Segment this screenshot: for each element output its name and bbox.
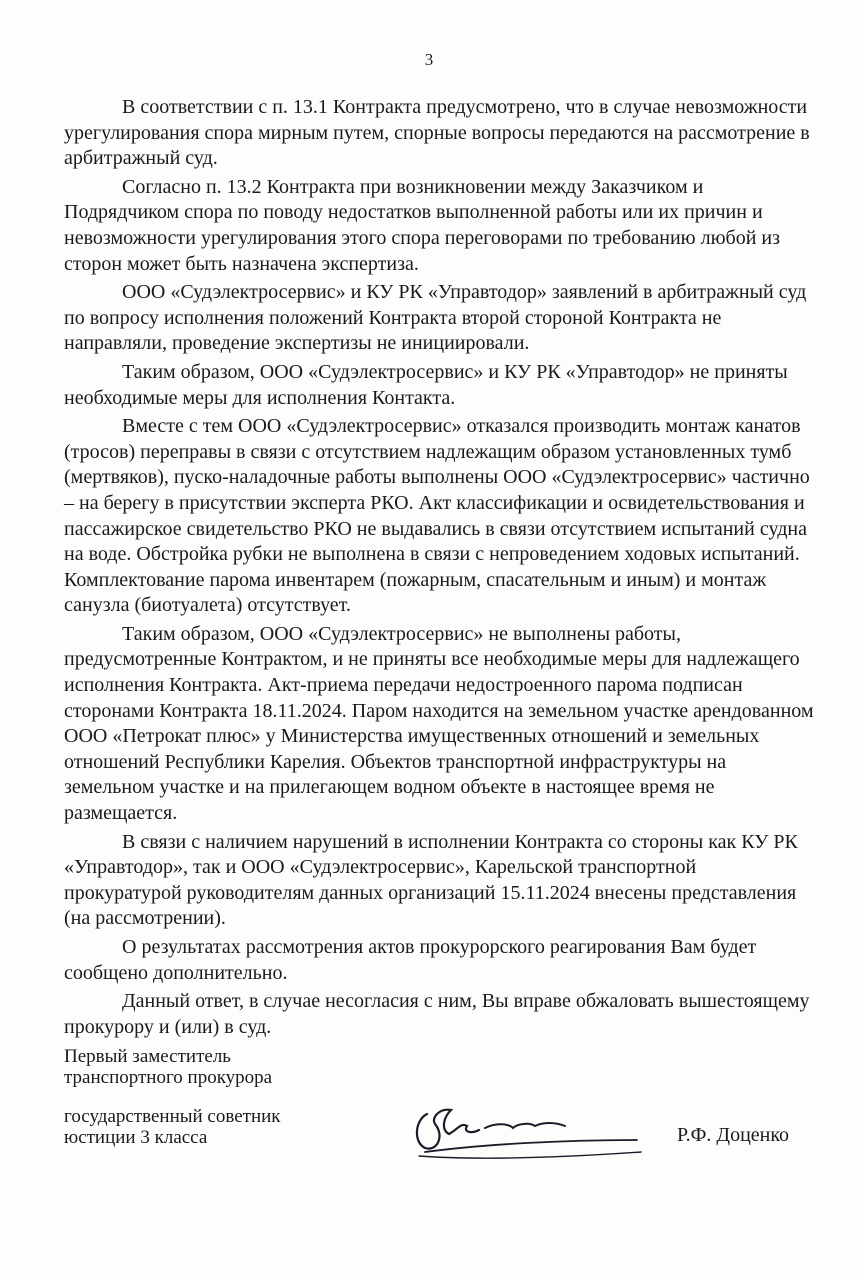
paragraph: Таким образом, ООО «Судэлектросервис» и КУ РК «Управтодор» не приняты необходимые меры для исполнения Контакта. xyxy=(64,360,788,409)
signatory-name: Р.Ф. Доценко xyxy=(677,1124,790,1146)
signatory-title: Первый заместитель транспортного прокурора xyxy=(64,1046,273,1088)
page-number: 3 xyxy=(424,50,434,69)
paragraph: В соответствии с п. 13.1 Контракта предусмотрено, что в случае невозможности урегулирования спора мирным путем, спорные вопросы передаются на рассмотрение в арбитражный суд. xyxy=(64,96,810,170)
paragraph: Согласно п. 13.2 Контракта при возникновении между Заказчиком и Подрядчиком спора по поводу недостатков выполненной работы или их причин и невозможности урегулирования этого спора переговорами по требованию любой из сторон может быть назначена экспертиза. xyxy=(64,175,781,275)
paragraph: О результатах рассмотрения актов прокурорского реагирования Вам будет сообщено дополнительно. xyxy=(64,936,757,984)
letter-body xyxy=(64,95,824,1043)
paragraph: Вместе с тем ООО «Судэлектросервис» отказался производить монтаж канатов (тросов) переправы в связи с отсутствием надлежащим образом установленных тумб (мертвяков), пуско-наладочные работы выполнены ООО «Судэлектросервис» частично – на берегу в присутствии эксперта РКО. Акт классификации и освидетельствования и пассажирское свидетельство РКО не выдавались в связи отсутствием испытаний судна на воде. Обстройка рубки не выполнена в связи с непроведением ходовых испытаний. Комплектование парома инвентарем (пожарным, спасательным и иным) и монтаж санузла (биотуалета) отсутствует. xyxy=(64,415,810,617)
paragraph: В связи с наличием нарушений в исполнении Контракта со стороны как КУ РК «Управтодор», так и ООО «Судэлектросервис», Карельской транспортной прокуратурой руководителям данных организаций 15.11.2024 внесены представления (на рассмотрении). xyxy=(64,830,798,930)
paragraph: Данный ответ, в случае несогласия с ним, Вы вправе обжаловать вышестоящему прокурору и (или) в суд. xyxy=(64,990,810,1038)
handwritten-signature xyxy=(405,1100,645,1170)
paragraph: Таким образом, ООО «Судэлектросервис» не выполнены работы, предусмотренные Контрактом, и не приняты все необходимые меры для надлежащего исполнения Контракта. Акт-приема передачи недостроенного парома подписан сторонами Контракта 18.11.2024. Паром находится на земельном участке арендованном ООО «Петрокат плюс» у Министерства имущественных отношений и земельных отношений Республики Карелия. Объектов транспортной инфраструктуры на земельном участке и на прилегающем водном объекте в настоящее время не размещается. xyxy=(64,622,814,825)
signatory-rank: государственный советник юстиции 3 класса xyxy=(64,1106,281,1148)
paragraph: ООО «Судэлектросервис» и КУ РК «Управтодор» заявлений в арбитражный суд по вопросу исполнения положений Контракта второй стороной Контракта не направляли, проведение экспертизы не инициировали. xyxy=(64,281,807,355)
